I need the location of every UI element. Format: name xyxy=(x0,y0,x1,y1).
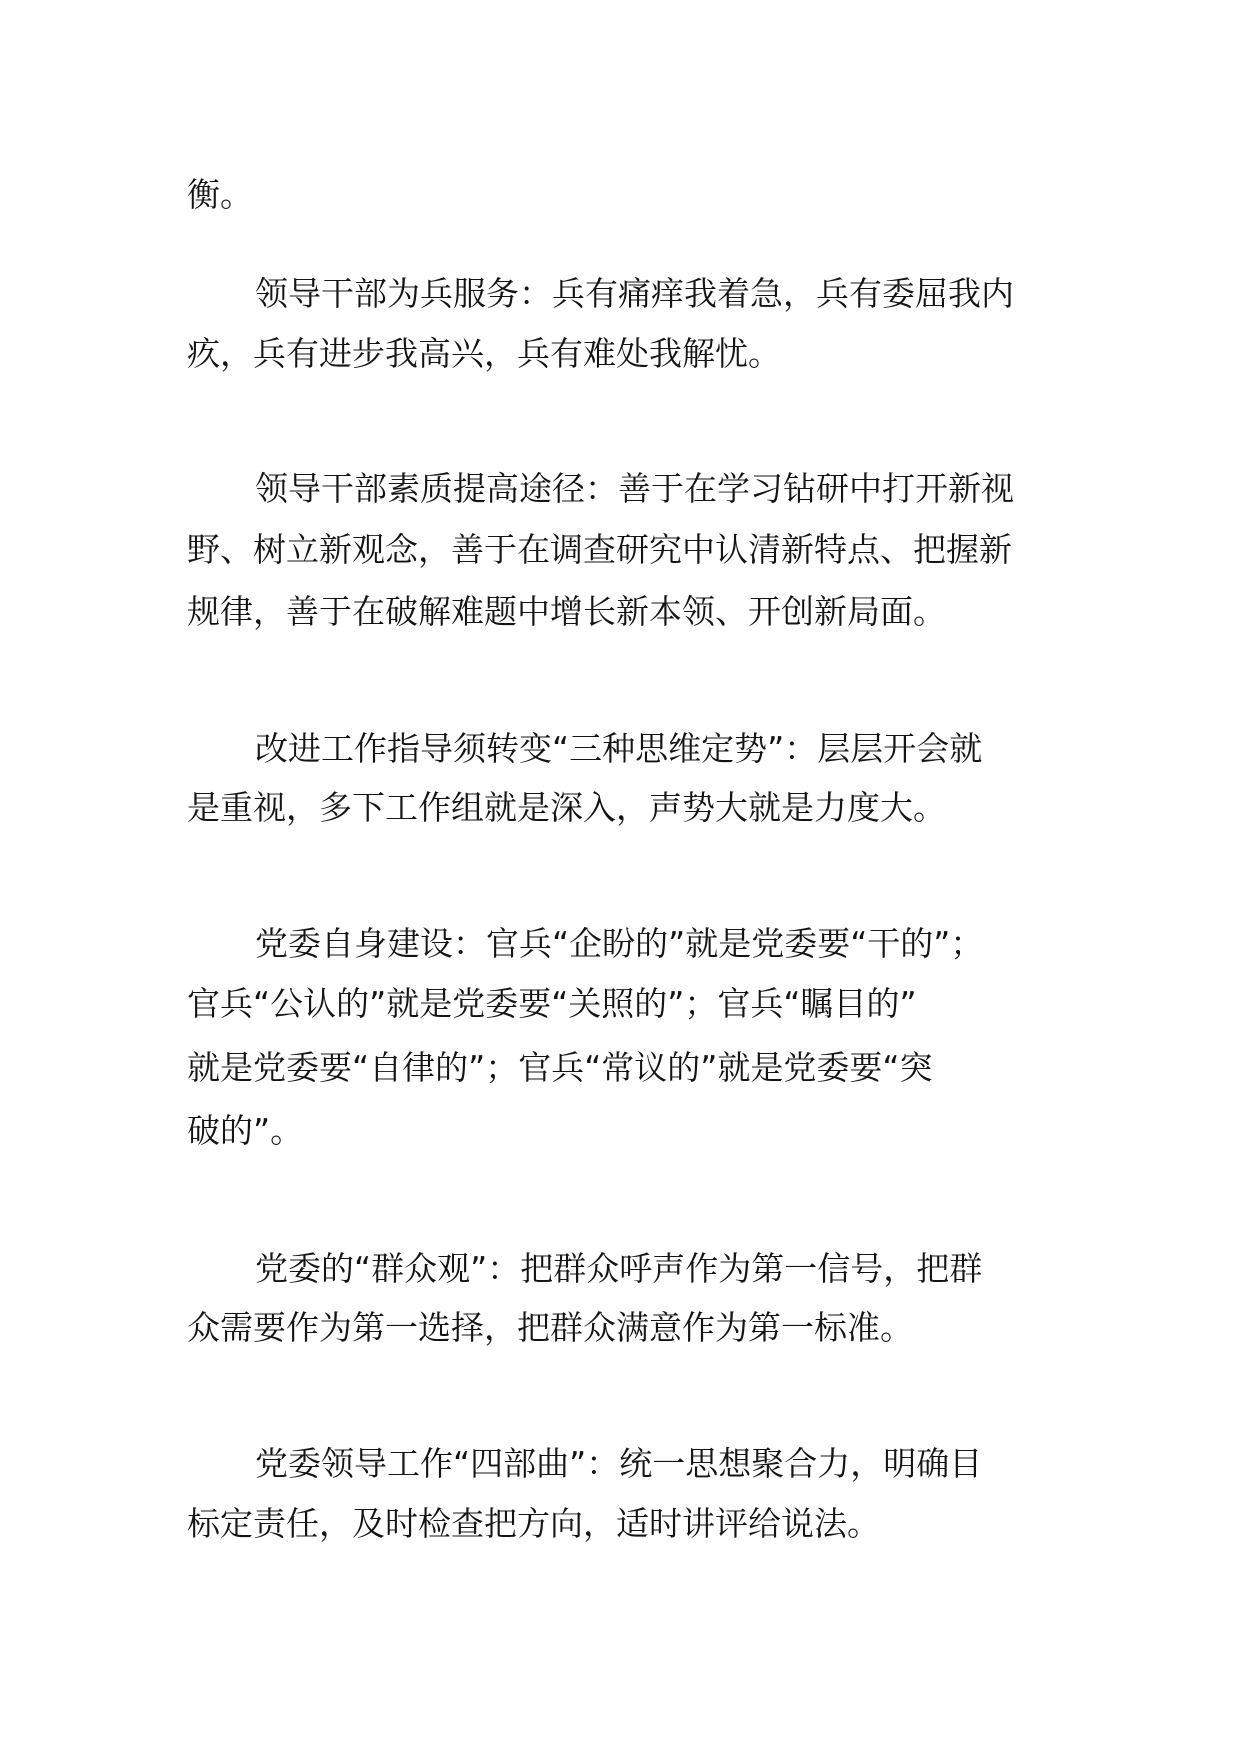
paragraph-line: 党委领导工作“四部曲”：统一思想聚合力，明确目 xyxy=(255,1444,983,1483)
paragraph-line: 官兵“公认的”就是党委要“关照的”；官兵“瞩目的” xyxy=(187,984,917,1023)
paragraph-line: 是重视，多下工作组就是深入，声势大就是力度大。 xyxy=(187,788,946,827)
paragraph-line: 党委自身建设：官兵“企盼的”就是党委要“干的”； xyxy=(255,924,984,963)
paragraph-line: 标定责任，及时检查把方向，适时讲评给说法。 xyxy=(187,1504,880,1543)
paragraph-line: 野、树立新观念，善于在调查研究中认清新特点、把握新 xyxy=(187,530,1012,569)
paragraph-line: 领导干部为兵服务：兵有痛痒我着急，兵有委屈我内 xyxy=(255,274,1014,313)
paragraph-line: 衡。 xyxy=(187,175,253,214)
paragraph-line: 领导干部素质提高途径：善于在学习钻研中打开新视 xyxy=(255,469,1014,508)
paragraph-line: 就是党委要“自律的”；官兵“常议的”就是党委要“突 xyxy=(187,1048,933,1087)
paragraph-line: 疚，兵有进步我高兴，兵有难处我解忧。 xyxy=(187,334,781,373)
paragraph-line: 破的”。 xyxy=(187,1111,304,1150)
paragraph-line: 众需要作为第一选择，把群众满意作为第一标准。 xyxy=(187,1308,913,1347)
paragraph-line: 改进工作指导须转变“三种思维定势”：层层开会就 xyxy=(255,729,983,768)
paragraph-line: 规律，善于在破解难题中增长新本领、开创新局面。 xyxy=(187,592,946,631)
paragraph-line: 党委的“群众观”：把群众呼声作为第一信号，把群 xyxy=(255,1249,983,1288)
